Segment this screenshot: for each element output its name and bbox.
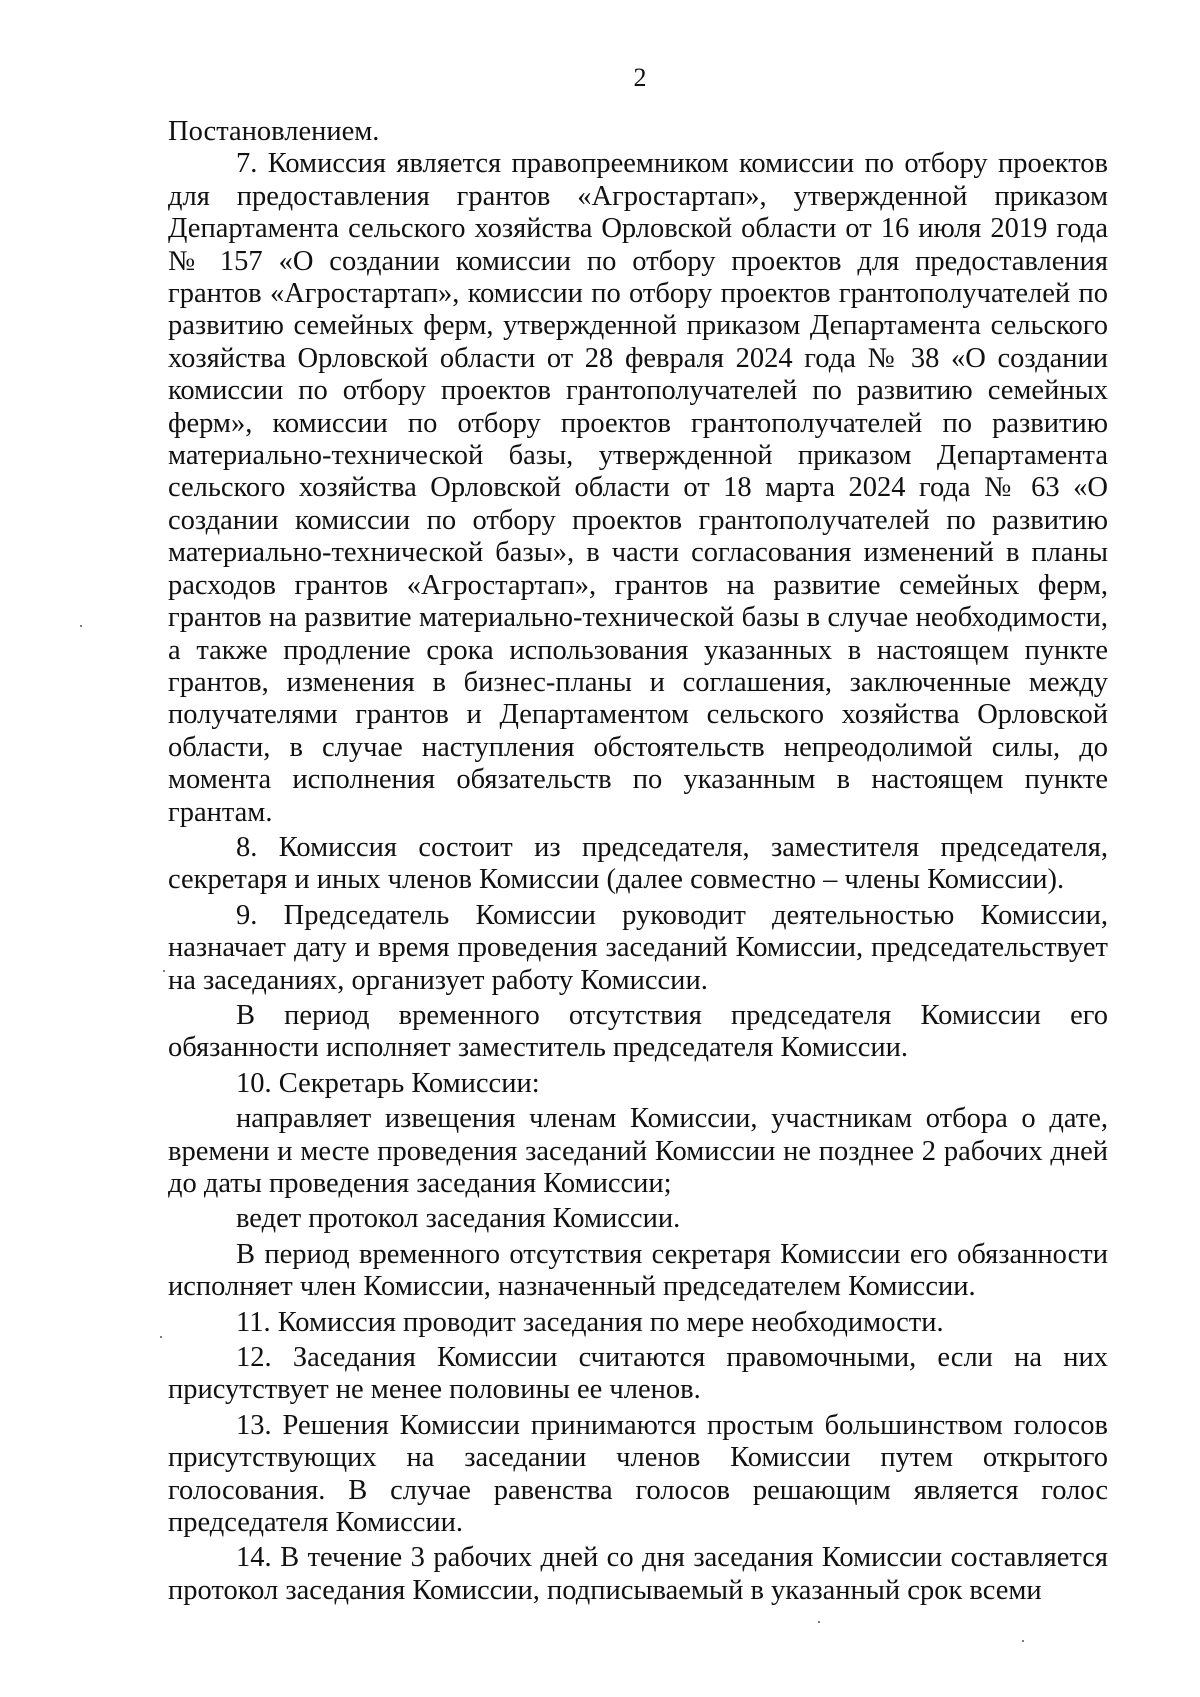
paragraph-item-14: 14. В течение 3 рабочих дней со дня заседания Комиссии составляется протокол заседания Комиссии, подписываемый в указанный срок всеми — [168, 1542, 1108, 1606]
paragraph-item-8: 8. Комиссия состоит из председателя, заместителя председателя, секретаря и иных членов Комиссии (далее совместно – члены Комиссии). — [168, 831, 1108, 896]
scan-speck — [160, 1336, 162, 1338]
paragraph-item-13: 13. Решения Комиссии принимаются простым большинством голосов присутствующих на заседании членов Комиссии путем открытого голосования. В случае равенства голосов решающим является голос председателя Комиссии. — [168, 1409, 1108, 1539]
page-number: 2 — [633, 63, 647, 92]
paragraph-item-9: 9. Председатель Комиссии руководит деятельностью Комиссии, назначает дату и время проведения заседаний Комиссии, председательствует на заседаниях, организует работу Комиссии. — [168, 899, 1108, 996]
paragraph-item-10-duty-notices: направляет извещения членам Комиссии, участникам отбора о дате, времени и месте проведения заседаний Комиссии не позднее 2 рабочих дней до даты проведения заседания Комиссии; — [168, 1103, 1108, 1199]
scan-speck — [818, 1621, 820, 1623]
document-body — [168, 116, 1108, 1607]
scan-speck — [80, 625, 82, 627]
paragraph-item-10-substitute: В период временного отсутствия секретаря Комиссии его обязанности исполняет член Комиссии, назначенный председателем Комиссии. — [168, 1238, 1108, 1303]
paragraph-item-9-substitute: В период временного отсутствия председателя Комиссии его обязанности исполняет заместитель председателя Комиссии. — [168, 999, 1108, 1064]
paragraph-continuation: Постановлением. — [168, 116, 380, 147]
paragraph-item-7: 7. Комиссия является правопреемником комиссии по отбору проектов для предоставления грантов «Агростартап», утвержденной приказом Департамента сельского хозяйства Орловской области от 16 июля 2019 года № 157 «О создании комиссии по отбору проектов для предоставления грантов «Агростартап», комиссии по отбору проектов грантополучателей по развитию семейных ферм, утвержденной приказом Департамента сельского хозяйства Орловской области от 28 февраля 2024 года № 38 «О создании комиссии по отбору проектов грантополучателей по развитию семейных ферм», комиссии по отбору проектов грантополучателей по развитию материально-технической базы, утвержденной приказом Департамента сельского хозяйства Орловской области от 18 марта 2024 года № 63 «О создании комиссии по отбору проектов грантополучателей по развитию материально-технической базы», в части согласования изменений в планы расходов грантов «Агростартап», грантов на развитие семейных ферм, грантов на развитие материально-технической базы в случае необходимости, а также продление срока использования указанных в настоящем пункте грантов, изменения в бизнес-планы и соглашения, заключенные между получателями грантов и Департаментом сельского хозяйства Орловской области, в случае наступления обстоятельств непреодолимой силы, до момента исполнения обязательств по указанным в настоящем пункте грантам. — [168, 148, 1108, 828]
paragraph-item-11: 11. Комиссия проводит заседания по мере необходимости. — [236, 1306, 944, 1338]
paragraph-item-12: 12. Заседания Комиссии считаются правомочными, если на них присутствует не менее половины ее членов. — [168, 1342, 1108, 1406]
scan-speck — [1022, 1640, 1024, 1642]
paragraph-item-10-duty-protocol: ведет протокол заседания Комиссии. — [236, 1203, 681, 1235]
paragraph-item-10: 10. Секретарь Комиссии: — [236, 1067, 540, 1099]
scan-speck — [163, 970, 165, 972]
